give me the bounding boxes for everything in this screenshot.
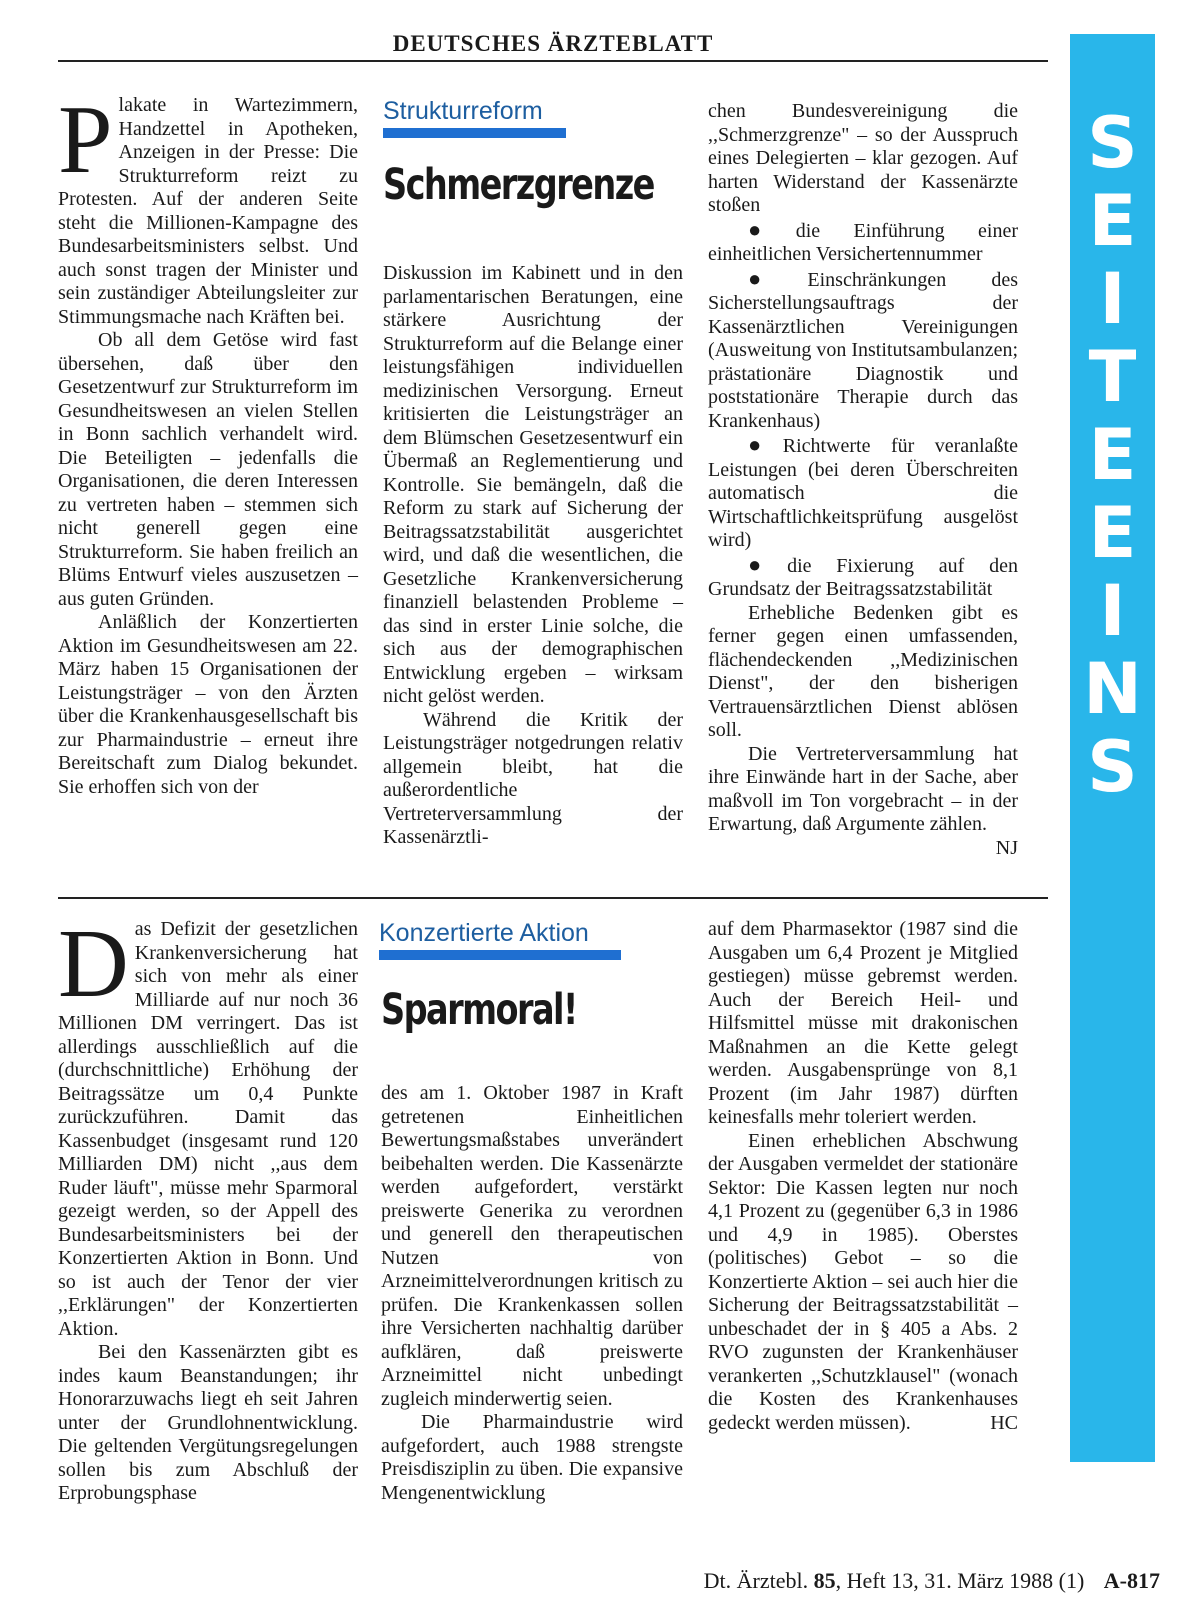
article1-column-3 xyxy=(708,100,1018,860)
article1-author-initials: NJ xyxy=(995,836,1018,859)
article1-bullet-item: ● Richtwerte für veranlaßte Leistungen (bei deren Überschreiten automatisch die Wirtschaftlichkeitsprüfung ausgelöst wird) xyxy=(708,432,1018,551)
article2-col2-paragraph: des am 1. Oktober 1987 in Kraft getretenen Einheitlichen Bewertungsmaßstabes unverändert beibehalten werden. Die Kassenärzte werden aufgefordert, verstärkt preiswerte Generika zu verordnen und generell den therapeutischen Nutzen von Arzneimittelverordnungen kritisch zu prüfen. Die Krankenkassen sollen ihre Versicherten nachhaltig darüber aufklären, daß preiswerte Arzneimittel nicht unbedingt zugleich minderwertig seien. xyxy=(381,1082,683,1410)
sidebar-letter: E xyxy=(1088,180,1137,262)
article2-col3-paragraph: auf dem Pharmasektor (1987 sind die Ausgaben um 6,4 Prozent je Mitglied gestiegen) müsse gebremst werden. Auch der Bereich Heil- und Hilfsmittel müsse mit drakonischen Maßnahmen an die Kette gelegt werden. Ausgabensprünge von 8,1 Prozent (im Jahr 1987) dürften keinesfalls mehr toleriert werden. xyxy=(708,918,1018,1128)
article2-col1-paragraph: Bei den Kassenärzten gibt es indes kaum Beanstandungen; ihr Honorarzuwachs liegt eh seit Jahren unter der Grundlohnentwicklung. Die geltenden Vergütungsregelungen sollen bis zum Abschluß der Erprobungsphase xyxy=(58,1341,358,1504)
article1-bullet-item: ● Einschränkungen des Sicherstellungsauftrags der Kassenärztlichen Vereinigungen (Ausweitung von Institutsambulanzen; prästationäre Diagnostik und poststationäre Therapie durch das Krankenhaus) xyxy=(708,265,1018,432)
sidebar-letter: I xyxy=(1099,258,1126,340)
sidebar-letter: S xyxy=(1087,726,1138,808)
sidebar-letter: E xyxy=(1088,492,1137,574)
article2-column-2 xyxy=(381,1082,683,1505)
sidebar-letter: N xyxy=(1083,648,1142,730)
article2-col2-paragraph: Die Pharmaindustrie wird aufgefordert, auch 1988 strengste Preisdisziplin zu üben. Die expansive Mengenentwicklung xyxy=(381,1411,683,1504)
article1-column-1 xyxy=(58,86,358,799)
article2-author-initials: HC xyxy=(990,1411,1018,1434)
article1-headline: Schmerzgrenze xyxy=(383,160,654,210)
sidebar-letter: S xyxy=(1087,102,1138,184)
top-rule xyxy=(58,60,1048,62)
article2-column-1 xyxy=(58,910,358,1506)
page-footer xyxy=(600,1568,1160,1594)
article2-column-3 xyxy=(708,918,1018,1435)
section-divider xyxy=(58,897,1048,899)
bullet-icon: ● xyxy=(748,216,790,242)
article1-col3-paragraph: Erhebliche Bedenken gibt es ferner gegen einen umfassenden, flächendeckenden ,,Medizinischen Dienst", der den bisherigen Vertrauensärztlichen Dienst ablösen soll. xyxy=(708,601,1018,741)
article1-col1-paragraph: Anläßlich der Konzertierten Aktion im Gesundheitswesen am 22. März haben 15 Organisationen der Leistungsträger – von den Ärzten über die Krankenhausgesellschaft bis zur Pharmaindustrie – erneut ihre Bereitschaft zum Dialog bekundet. Sie erhoffen sich von der xyxy=(58,611,358,798)
article2-col1-paragraph: as Defizit der gesetzlichen Krankenversicherung hat sich von mehr als einer Milliarde auf nur noch 36 Millionen DM verringert. Das ist allerdings ausschließlich auf die (durchschnittliche) Erhöhung der Beitragssätze um 0,4 Punkte zurückzuführen. Damit das Kassenbudget (insgesamt rund 120 Milliarden DM) nicht ,,aus dem Ruder läuft", müsse mehr Sparmoral gezeigt werden, so der Appell des Bundesarbeitsministers bei der Konzertierten Aktion in Bonn. Und so ist auch der Tenor der vier ,,Erklärungen" der Konzertierten Aktion. xyxy=(58,918,358,1340)
article1-bullet-item: ● die Fixierung auf den Grundsatz der Beitragssatzstabilität xyxy=(708,551,1018,600)
article1-col2-paragraph: Während die Kritik der Leistungsträger notgedrungen relativ allgemein bleibt, hat die außerordentliche Vertreterversammlung der Kassenärztli- xyxy=(383,708,683,848)
article1-column-2 xyxy=(383,262,683,850)
footer-journal: Dt. Ärztebl. xyxy=(703,1568,809,1593)
bullet-icon: ● xyxy=(748,551,782,577)
article1-rubric-bar xyxy=(383,128,566,138)
article1-col3-paragraph: chen Bundesvereinigung die ,,Schmerzgrenze" – so der Ausspruch eines Delegierten – klar gezogen. Auf harten Widerstand der Kassenärzte stoßen xyxy=(708,100,1018,216)
sidebar-letter: I xyxy=(1099,570,1126,652)
footer-page-number: A-817 xyxy=(1103,1568,1160,1593)
footer-issue: , Heft 13, 31. März 1988 (1) xyxy=(835,1568,1085,1593)
footer-volume: 85 xyxy=(813,1568,836,1593)
article1-col1-paragraph: Ob all dem Getöse wird fast übersehen, daß über den Gesetzentwurf zur Strukturreform im Gesundheitswesen an vielen Stellen in Bonn sachlich verhandelt wird. Die Beteiligten – jedenfalls die Organisationen, die deren Interessen zu vertreten haben – stemmen sich nicht generell gegen eine Strukturreform. Sie haben freilich an Blüms Entwurf vieles auszusetzen – aus guten Gründen. xyxy=(58,329,358,610)
bullet-icon: ● xyxy=(748,432,777,457)
article2-rubric-bar xyxy=(379,950,621,960)
sidebar-letter: T xyxy=(1088,336,1137,418)
bullet-icon: ● xyxy=(748,265,802,291)
article1-col2-paragraph: Diskussion im Kabinett und in den parlamentarischen Beratungen, eine stärkere Ausrichtung der Strukturreform auf die Belange einer leistungsfähigen individuellen medizinischen Versorgung. Erneut kritisierten die Leistungsträger an dem Blümschen Gesetzesentwurf ein Übermaß an Reglementierung und Kontrolle. Sie bemängeln, daß die Reform zu stark auf Sicherung der Beitragssatzstabilität ausgerichtet wird, und daß die wesentlichen, die Gesetzliche Krankenversicherung finanziell belastenden Probleme – das sind in erster Linie solche, die sich aus der demographischen Entwicklung ergeben – wirksam nicht gelöst werden. xyxy=(383,262,683,707)
article2-rubric: Konzertierte Aktion xyxy=(379,919,589,947)
article1-col1-paragraph: lakate in Wartezimmern, Handzettel in Apotheken, Anzeigen in der Presse: Die Strukturreform reizt zu Protesten. Auf der anderen Seite steht die Millionen-Kampagne des Bundesarbeitsministers selbst. Und auch sonst tragen der Minister und sein zuständiger Abteilungsleiter zur Stimmungsmache nach Kräften bei. xyxy=(58,94,358,328)
article1-col3-paragraph: Die Vertreterversammlung hat ihre Einwände hart in der Sache, aber maßvoll im Ton vorgebracht – in der Erwartung, daß Argumente zählen. NJ xyxy=(708,742,1018,859)
masthead: DEUTSCHES ÄRZTEBLATT xyxy=(392,31,714,56)
article2-col3-paragraph: Einen erheblichen Abschwung der Ausgaben vermeldet der stationäre Sektor: Die Kassen legten nur noch 4,1 Prozent zu (gegenüber 6,3 in 1986 und 4,9 in 1985). Oberstes (politisches) Gebot – so die Konzertierte Aktion – sei auch hier die Sicherung der Beitragssatzstabilität – unbeschadet der in § 405 a Abs. 2 RVO zugunsten der Krankenhäuser verankerten ,,Schutzklausel" (wonach die Kosten des Krankenhauses gedeckt werden müssen). HC xyxy=(708,1129,1018,1434)
article2-dropcap: D xyxy=(58,910,129,1018)
article1-dropcap: P xyxy=(58,86,113,194)
article1-rubric: Strukturreform xyxy=(383,97,543,125)
sidebar-letters xyxy=(1070,104,1155,806)
seite-eins-sidebar xyxy=(1070,34,1155,1462)
sidebar-letter: E xyxy=(1088,414,1137,496)
article2-headline: Sparmoral! xyxy=(381,985,577,1035)
article1-bullet-item: ● die Einführung einer einheitlichen Versichertennummer xyxy=(708,216,1019,265)
